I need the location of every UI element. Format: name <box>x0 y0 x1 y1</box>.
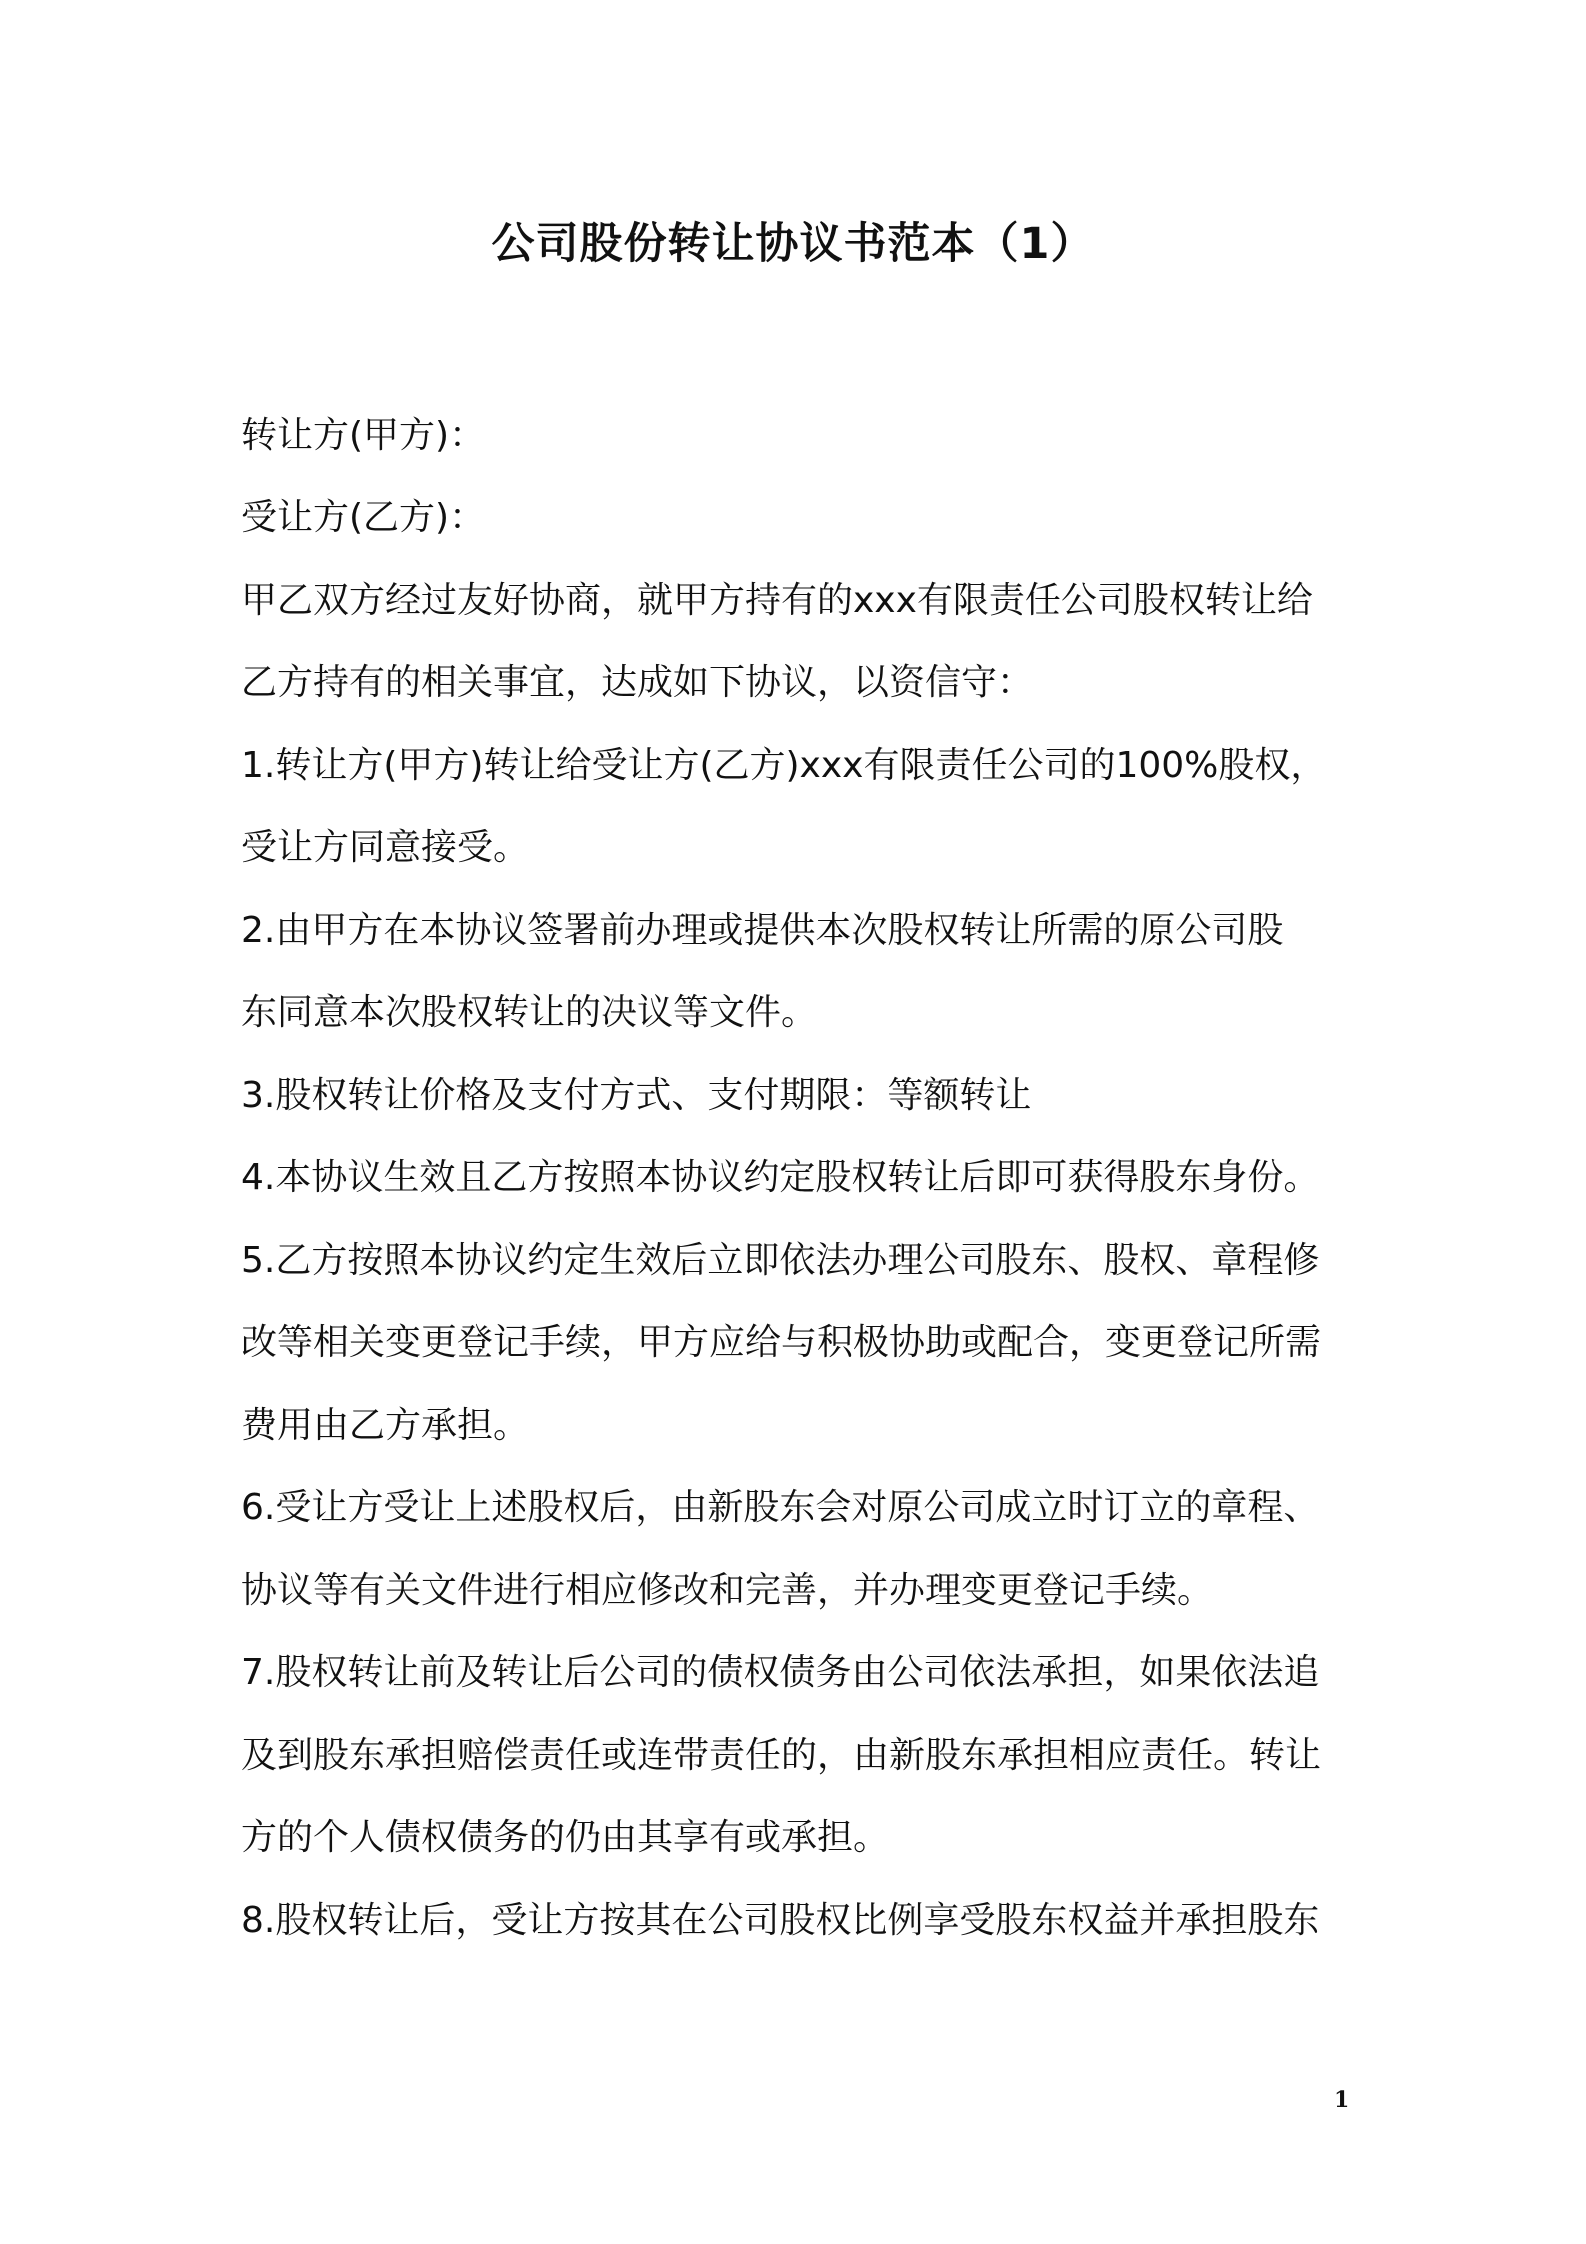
document-line: 5.乙方按照本协议约定生效后立即依法办理公司股东、股权、章程修 <box>241 1240 1320 1281</box>
document-line: 7.股权转让前及转让后公司的债权债务由公司依法承担，如果依法追 <box>241 1652 1320 1693</box>
document-line: 转让方(甲方)： <box>241 415 486 456</box>
document-line: 改等相关变更登记手续，甲方应给与积极协助或配合，变更登记所需 <box>241 1322 1322 1363</box>
document-title: 公司股份转让协议书范本（1） <box>491 219 1095 269</box>
document-line: 东同意本次股权转让的决议等文件。 <box>241 992 818 1033</box>
document-line: 2.由甲方在本协议签署前办理或提供本次股权转让所需的原公司股 <box>241 910 1284 951</box>
document-line: 4.本协议生效且乙方按照本协议约定股权转让后即可获得股东身份。 <box>241 1157 1320 1198</box>
document-line: 及到股东承担赔偿责任或连带责任的，由新股东承担相应责任。转让 <box>241 1735 1322 1776</box>
document-line: 协议等有关文件进行相应修改和完善，并办理变更登记手续。 <box>241 1570 1214 1611</box>
document-line: 受让方同意接受。 <box>241 827 530 868</box>
document-line: 1.转让方(甲方)转让给受让方(乙方)xxx有限责任公司的100%股权， <box>241 745 1327 786</box>
document-line: 6.受让方受让上述股权后，由新股东会对原公司成立时订立的章程、 <box>241 1487 1320 1528</box>
document-line: 3.股权转让价格及支付方式、支付期限：等额转让 <box>241 1075 1032 1116</box>
document-line: 受让方(乙方)： <box>241 497 486 538</box>
document-line: 乙方持有的相关事宜，达成如下协议，以资信守： <box>241 662 1034 703</box>
document-line: 8.股权转让后，受让方按其在公司股权比例享受股东权益并承担股东 <box>241 1900 1320 1941</box>
document-line: 甲乙双方经过友好协商，就甲方持有的xxx有限责任公司股权转让给 <box>241 580 1313 621</box>
page-number: 1 <box>1334 2087 1350 2113</box>
document-line: 方的个人债权债务的仍由其享有或承担。 <box>241 1817 890 1858</box>
document-line: 费用由乙方承担。 <box>241 1405 530 1446</box>
